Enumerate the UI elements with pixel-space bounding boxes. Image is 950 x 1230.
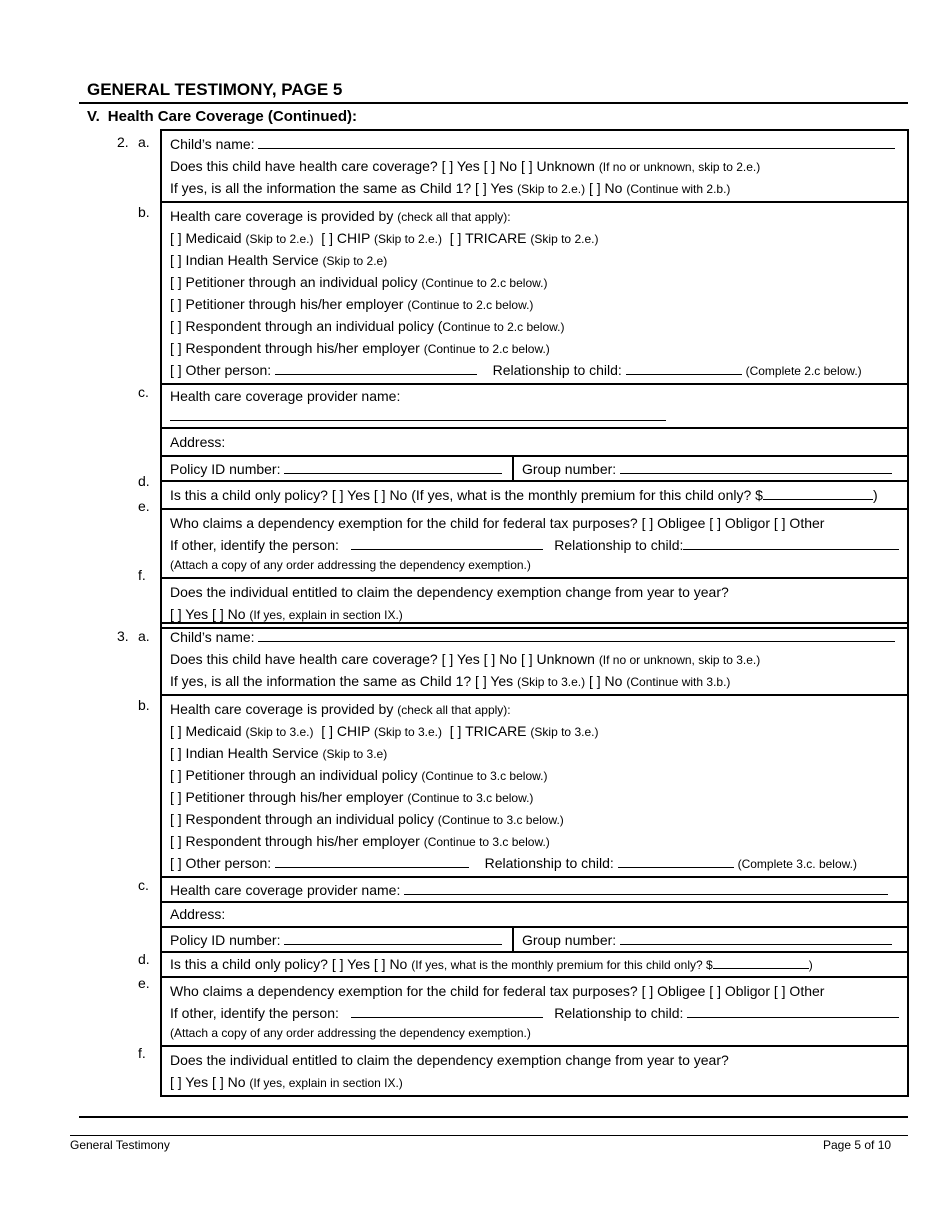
child-2-block [160,129,909,629]
section-number: V. [87,108,100,125]
same-no-option[interactable]: [ ] No [589,180,623,196]
respondent-employer-note: (Continue to 2.c below.) [423,342,550,356]
row-3c-policy [162,926,907,951]
row-3a [162,624,907,694]
item-2d-label: d. [138,473,150,489]
row-2f [162,577,907,627]
respondent-employer-option[interactable]: [ ] Respondent through his/her employer [170,833,420,849]
row-3d [162,951,907,976]
tricare-option[interactable]: [ ] TRICARE [449,723,527,739]
row-3e [162,976,907,1045]
change-note: (If yes, explain in section IX.) [249,608,403,622]
change-yes-no[interactable]: [ ] Yes [ ] No [170,1074,246,1090]
rel-child-field[interactable] [687,1003,899,1018]
policy-id-field[interactable] [284,459,502,474]
chip-option[interactable]: [ ] CHIP [321,723,371,739]
same-info-question[interactable]: If yes, is all the information the same as Child 1? [ ] Yes [170,180,514,196]
ihs-note: (Skip to 3.e) [322,747,388,761]
chip-option[interactable]: [ ] CHIP [321,230,371,246]
child-name-field[interactable] [258,134,895,149]
row-2b [162,201,907,383]
chip-note: (Skip to 2.e.) [373,232,442,246]
chip-note: (Skip to 3.e.) [373,725,442,739]
ihs-option[interactable]: [ ] Indian Health Service [170,252,319,268]
item-3b-label: b. [138,697,150,713]
same-no-option[interactable]: [ ] No [589,673,623,689]
petitioner-individual-option[interactable]: [ ] Petitioner through an individual policy [170,274,418,290]
change-note: (If yes, explain in section IX.) [249,1076,403,1090]
petitioner-employer-note: (Continue to 2.c below.) [407,298,534,312]
item-3a-label: a. [138,628,150,644]
other-person-field[interactable] [275,853,469,868]
other-person-option[interactable]: [ ] Other person: [170,362,272,378]
relationship-label: Relationship to child: [484,855,614,871]
tricare-note: (Skip to 2.e.) [530,232,599,246]
group-number-label: Group number: [522,932,617,948]
if-other-label: If other, identify the person: [170,537,339,553]
other-person-option[interactable]: [ ] Other person: [170,855,272,871]
petitioner-individual-option[interactable]: [ ] Petitioner through an individual policy [170,767,418,783]
same-continue-note: (Continue with 2.b.) [626,182,731,196]
row-3c-address [162,901,907,926]
provider-name-field[interactable] [170,406,666,421]
coverage-question[interactable]: Does this child have health care coverage? [ ] Yes [ ] No [ ] Unknown [170,158,595,174]
respondent-individual-option[interactable]: [ ] Respondent through an individual policy [170,811,434,827]
change-question: Does the individual entitled to claim the dependency exemption change from year to year? [170,1052,729,1068]
same-skip-note: (Skip to 3.e.) [517,675,586,689]
petitioner-employer-option[interactable]: [ ] Petitioner through his/her employer [170,789,404,805]
item-3e-label: e. [138,975,150,991]
item-3f-label: f. [138,1045,146,1061]
section-title: Health Care Coverage (Continued): [107,108,357,125]
same-info-question[interactable]: If yes, is all the information the same as Child 1? [ ] Yes [170,673,514,689]
provider-name-label: Health care coverage provider name: [170,882,401,898]
change-yes-no[interactable]: [ ] Yes [ ] No [170,606,246,622]
address-label: Address: [170,434,226,450]
provided-by-label: Health care coverage is provided by [170,208,394,224]
rel-child-field[interactable] [683,535,899,550]
footer-page-number: Page 5 of 10 [823,1138,892,1152]
child-only-close: ) [808,958,813,972]
who-claims-question[interactable]: Who claims a dependency exemption for the child for federal tax purposes? [ ] Obligee [ ] Obligor [ ] Other [170,983,825,999]
row-3f [162,1045,907,1095]
row-2d [162,480,907,508]
section-heading [87,108,357,125]
coverage-note: (If no or unknown, skip to 2.e.) [598,160,761,174]
item-2a-label: a. [138,134,150,150]
petitioner-individual-note: (Continue to 3.c below.) [421,769,548,783]
respondent-employer-option[interactable]: [ ] Respondent through his/her employer [170,340,420,356]
page-title: GENERAL TESTIMONY, PAGE 5 [87,80,343,99]
footer-doc-name: General Testimony [70,1138,170,1152]
row-3b [162,694,907,876]
provided-by-label: Health care coverage is provided by [170,701,394,717]
footer-rule [79,1116,908,1118]
child-name-field[interactable] [258,627,895,642]
group-number-field[interactable] [620,930,892,945]
other-person-field[interactable] [275,360,477,375]
complete-note: (Complete 3.c. below.) [737,857,857,871]
premium-field[interactable] [713,957,809,969]
item-number-3: 3. [117,628,129,644]
row-2a [162,131,907,201]
child-only-question[interactable]: Is this a child only policy? [ ] Yes [ ] No [170,956,408,972]
provider-name-label: Health care coverage provider name: [170,388,401,404]
ihs-note: (Skip to 2.e) [322,254,388,268]
policy-id-label: Policy ID number: [170,932,281,948]
footer-divider [70,1135,908,1136]
relationship-field[interactable] [618,853,734,868]
rel-child-label: Relationship to child: [554,1005,684,1021]
if-other-field[interactable] [351,535,543,550]
if-other-label: If other, identify the person: [170,1005,339,1021]
respondent-individual-note: (Continue to 3.c below.) [437,813,564,827]
child-only-note: (If yes, what is the monthly premium for this child only? $ [411,958,713,972]
provider-name-field[interactable] [404,880,888,895]
change-question: Does the individual entitled to claim the dependency exemption change from year to year? [170,584,729,600]
medicaid-option[interactable]: [ ] Medicaid [170,230,242,246]
coverage-question[interactable]: Does this child have health care coverage? [ ] Yes [ ] No [ ] Unknown [170,651,595,667]
group-number-field[interactable] [620,459,892,474]
premium-field[interactable] [763,485,873,500]
row-2c-policy [162,455,907,480]
respondent-employer-note: (Continue to 3.c below.) [423,835,550,849]
tricare-option[interactable]: [ ] TRICARE [449,230,527,246]
who-claims-question[interactable]: Who claims a dependency exemption for the child for federal tax purposes? [ ] Obligee [ ] Obligor [ ] Other [170,515,825,531]
tricare-note: (Skip to 3.e.) [530,725,599,739]
respondent-individual-option[interactable]: [ ] Respondent through an individual policy ( [170,318,443,334]
group-number-label: Group number: [522,461,617,477]
row-2e [162,508,907,577]
child-name-label: Child’s name: [170,136,255,152]
item-3c-label: c. [138,877,149,893]
coverage-note: (If no or unknown, skip to 3.e.) [598,653,761,667]
provided-by-note: (check all that apply): [397,703,511,717]
child-only-question[interactable]: Is this a child only policy? [ ] Yes [ ] No (If yes, what is the monthly premium for this child only? $ [170,487,763,503]
child-3-block [160,622,909,1097]
medicaid-note: (Skip to 3.e.) [245,725,314,739]
title-rule [79,102,908,104]
child-only-close: ) [872,487,878,503]
child-name-label: Child’s name: [170,629,255,645]
row-3c-provider [162,876,907,901]
medicaid-option[interactable]: [ ] Medicaid [170,723,242,739]
policy-id-field[interactable] [284,930,502,945]
relationship-field[interactable] [626,360,742,375]
petitioner-employer-option[interactable]: [ ] Petitioner through his/her employer [170,296,404,312]
item-2b-label: b. [138,204,150,220]
item-2f-label: f. [138,567,146,583]
petitioner-employer-note: (Continue to 3.c below.) [407,791,534,805]
item-3d-label: d. [138,951,150,967]
attach-note: (Attach a copy of any order addressing the dependency exemption.) [170,558,531,572]
relationship-label: Relationship to child: [492,362,622,378]
respondent-individual-note: Continue to 2.c below.) [442,320,565,334]
row-2c-provider [162,383,907,427]
petitioner-individual-note: (Continue to 2.c below.) [421,276,548,290]
policy-id-label: Policy ID number: [170,461,281,477]
row-2c-address [162,427,907,455]
item-2e-label: e. [138,498,150,514]
ihs-option[interactable]: [ ] Indian Health Service [170,745,319,761]
item-2c-label: c. [138,384,149,400]
same-skip-note: (Skip to 2.e.) [517,182,586,196]
same-continue-note: (Continue with 3.b.) [626,675,731,689]
complete-note: (Complete 2.c below.) [745,364,862,378]
item-number-2: 2. [117,134,129,150]
address-label: Address: [170,906,226,922]
medicaid-note: (Skip to 2.e.) [245,232,314,246]
rel-child-label: Relationship to child: [554,537,684,553]
attach-note: (Attach a copy of any order addressing the dependency exemption.) [170,1026,531,1040]
if-other-field[interactable] [351,1003,543,1018]
provided-by-note: (check all that apply): [397,210,511,224]
